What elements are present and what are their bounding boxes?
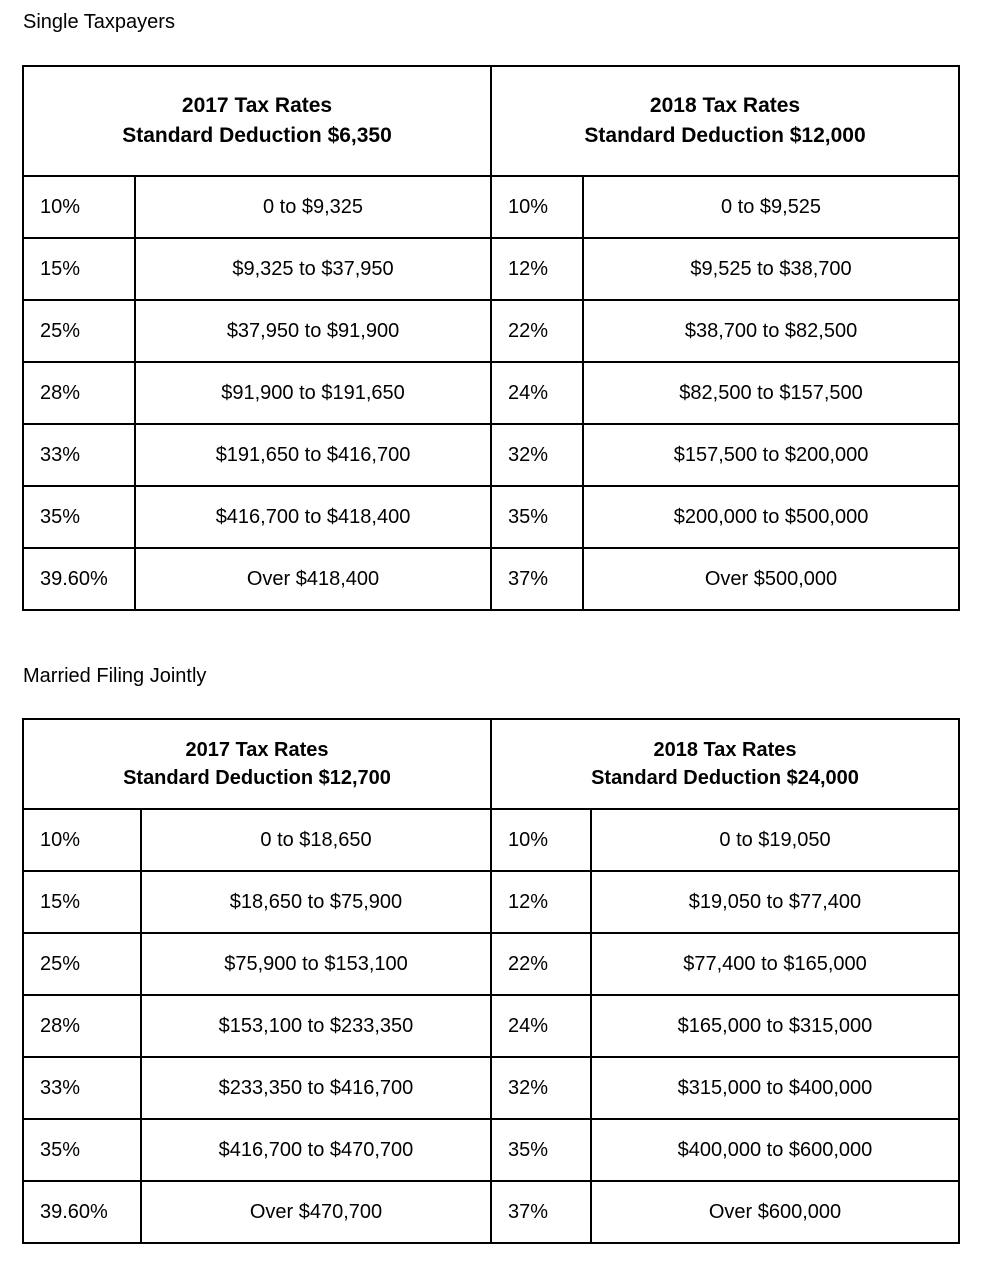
- table-row: [23, 424, 959, 486]
- header-2017-title: 2017 Tax Rates: [181, 94, 333, 117]
- bracket-2017: $153,100 to $233,350: [141, 995, 491, 1057]
- table-header-row: [23, 719, 959, 809]
- rate-2017: 33%: [23, 424, 135, 486]
- bracket-2018: $82,500 to $157,500: [583, 362, 959, 424]
- rate-2017: 25%: [23, 933, 141, 995]
- header-2017: [23, 719, 491, 809]
- header-2018-title: 2018 Tax Rates: [653, 739, 797, 761]
- table-row: [23, 1057, 959, 1119]
- rate-2017: 28%: [23, 995, 141, 1057]
- bracket-2018: Over $600,000: [591, 1181, 959, 1243]
- table-row: [23, 176, 959, 238]
- rate-2018: 37%: [491, 548, 583, 610]
- single-taxpayers-table: [22, 65, 960, 611]
- bracket-2018: 0 to $19,050: [591, 809, 959, 871]
- bracket-2017: 0 to $9,325: [135, 176, 491, 238]
- bracket-2018: $38,700 to $82,500: [583, 300, 959, 362]
- bracket-2017: $416,700 to $418,400: [135, 486, 491, 548]
- rate-2017: 39.60%: [23, 1181, 141, 1243]
- header-2017-title: 2017 Tax Rates: [185, 739, 329, 761]
- single-taxpayers-title: Single Taxpayers: [23, 11, 175, 33]
- rate-2018: 32%: [491, 424, 583, 486]
- bracket-2018: $77,400 to $165,000: [591, 933, 959, 995]
- rate-2018: 12%: [491, 871, 591, 933]
- rate-2018: 10%: [491, 176, 583, 238]
- rate-2018: 12%: [491, 238, 583, 300]
- bracket-2017: $75,900 to $153,100: [141, 933, 491, 995]
- rate-2017: 35%: [23, 1119, 141, 1181]
- table-row: [23, 238, 959, 300]
- table-row: [23, 300, 959, 362]
- rate-2017: 25%: [23, 300, 135, 362]
- table-row: [23, 486, 959, 548]
- rate-2018: 32%: [491, 1057, 591, 1119]
- rate-2017: 10%: [23, 176, 135, 238]
- table-row: [23, 933, 959, 995]
- rate-2018: 37%: [491, 1181, 591, 1243]
- rate-2017: 35%: [23, 486, 135, 548]
- rate-2018: 10%: [491, 809, 591, 871]
- rate-2018: 35%: [491, 1119, 591, 1181]
- rate-2018: 22%: [491, 300, 583, 362]
- bracket-2018: $157,500 to $200,000: [583, 424, 959, 486]
- header-2018: [491, 719, 959, 809]
- bracket-2017: $91,900 to $191,650: [135, 362, 491, 424]
- table-row: [23, 362, 959, 424]
- rate-2018: 24%: [491, 995, 591, 1057]
- header-2017-deduction: Standard Deduction $12,700: [123, 767, 391, 789]
- header-2017: [23, 66, 491, 176]
- header-2018-title: 2018 Tax Rates: [649, 94, 801, 117]
- bracket-2017: $233,350 to $416,700: [141, 1057, 491, 1119]
- rate-2017: 39.60%: [23, 548, 135, 610]
- bracket-2018: $9,525 to $38,700: [583, 238, 959, 300]
- bracket-2018: $200,000 to $500,000: [583, 486, 959, 548]
- bracket-2017: Over $470,700: [141, 1181, 491, 1243]
- bracket-2017: 0 to $18,650: [141, 809, 491, 871]
- bracket-2017: $37,950 to $91,900: [135, 300, 491, 362]
- rate-2017: 15%: [23, 238, 135, 300]
- bracket-2018: $315,000 to $400,000: [591, 1057, 959, 1119]
- bracket-2018: $165,000 to $315,000: [591, 995, 959, 1057]
- rate-2018: 35%: [491, 486, 583, 548]
- rate-2017: 10%: [23, 809, 141, 871]
- header-2017-deduction: Standard Deduction $6,350: [122, 124, 392, 147]
- bracket-2018: 0 to $9,525: [583, 176, 959, 238]
- rate-2017: 28%: [23, 362, 135, 424]
- table-row: [23, 1181, 959, 1243]
- table-row: [23, 871, 959, 933]
- bracket-2017: $18,650 to $75,900: [141, 871, 491, 933]
- married-filing-jointly-title: Married Filing Jointly: [23, 665, 207, 687]
- rate-2017: 15%: [23, 871, 141, 933]
- bracket-2017: $416,700 to $470,700: [141, 1119, 491, 1181]
- table-row: [23, 995, 959, 1057]
- rate-2017: 33%: [23, 1057, 141, 1119]
- table-row: [23, 548, 959, 610]
- bracket-2018: $19,050 to $77,400: [591, 871, 959, 933]
- bracket-2018: Over $500,000: [583, 548, 959, 610]
- bracket-2017: Over $418,400: [135, 548, 491, 610]
- table-header-row: [23, 66, 959, 176]
- header-2018-deduction: Standard Deduction $24,000: [591, 767, 859, 789]
- married-filing-jointly-table: [22, 718, 960, 1244]
- bracket-2018: $400,000 to $600,000: [591, 1119, 959, 1181]
- rate-2018: 22%: [491, 933, 591, 995]
- table-row: [23, 809, 959, 871]
- married-table-body: [23, 809, 959, 1243]
- bracket-2017: $191,650 to $416,700: [135, 424, 491, 486]
- header-2018-deduction: Standard Deduction $12,000: [584, 124, 866, 147]
- header-2018: [491, 66, 959, 176]
- rate-2018: 24%: [491, 362, 583, 424]
- single-table-body: [23, 176, 959, 610]
- table-row: [23, 1119, 959, 1181]
- bracket-2017: $9,325 to $37,950: [135, 238, 491, 300]
